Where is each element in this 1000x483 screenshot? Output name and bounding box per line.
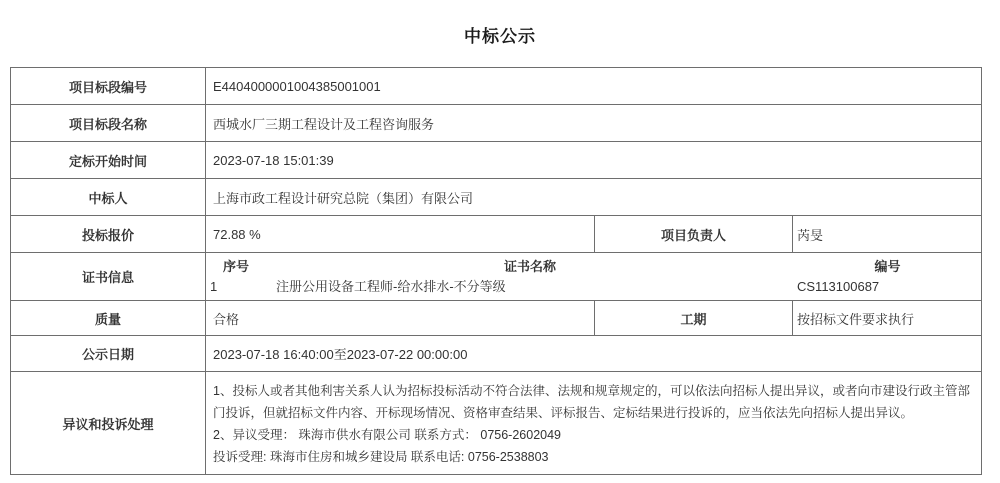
project-name-label: 项目标段名称	[11, 105, 206, 141]
project-manager-label: 项目负责人	[595, 216, 793, 252]
certificate-list	[206, 253, 981, 300]
project-name-value: 西城水厂三期工程设计及工程咨询服务	[213, 116, 435, 132]
duration-value: 按招标文件要求执行	[797, 311, 915, 327]
certificate-header-code: 编号	[874, 258, 901, 274]
bid-price-value: 72.88 %	[206, 216, 595, 252]
dispute-paragraph-2: 2、异议受理： 珠海市供水有限公司 联系方式： 0756-2602049	[213, 428, 562, 442]
certificate-entry-code: CS113100687	[797, 278, 880, 294]
dispute-handling-content	[206, 372, 981, 474]
decision-start-time-label: 定标开始时间	[11, 142, 206, 178]
certificate-header-row	[206, 257, 981, 277]
certificate-info-label: 证书信息	[11, 253, 206, 300]
project-manager-value: 芮旻	[797, 227, 824, 243]
project-code-label: 项目标段编号	[11, 68, 206, 104]
publicity-date-label: 公示日期	[11, 336, 206, 371]
table-row-winning-bidder	[11, 179, 981, 216]
project-code-value: E4404000001004385001001	[213, 78, 381, 94]
table-row-project-code	[11, 68, 981, 105]
duration-label: 工期	[595, 301, 793, 335]
dispute-handling-label: 异议和投诉处理	[11, 372, 206, 474]
bid-announcement-table	[10, 67, 982, 475]
winning-bidder-label: 中标人	[11, 179, 206, 215]
quality-value: 合格	[206, 301, 595, 335]
certificate-header-name: 证书名称	[503, 258, 556, 274]
winning-bidder-value: 上海市政工程设计研究总院（集团）有限公司	[213, 190, 474, 206]
table-row-quality	[11, 301, 981, 336]
page-title: 中标公示	[464, 27, 536, 46]
table-row-publicity-date	[11, 336, 981, 372]
certificate-entry-name: 注册公用设备工程师-给水排水-不分等级	[276, 278, 506, 294]
table-row-dispute-handling	[11, 372, 981, 474]
decision-start-time-value: 2023-07-18 15:01:39	[213, 152, 334, 168]
quality-label: 质量	[11, 301, 206, 335]
certificate-entry-row	[206, 277, 981, 297]
publicity-date-value: 2023-07-18 16:40:00至2023-07-22 00:00:00	[213, 347, 468, 362]
dispute-paragraph-1: 1、投标人或者其他利害关系人认为招标投标活动不符合法律、法规和规章规定的，可以依法向招标人提出异议，或者向市建设行政主管部门投诉，但就招标文件内容、开标现场情况、资格审查结果、评标报告、定标结果进行投诉的，应当依法先向招标人提出异议。	[213, 384, 970, 420]
table-row-decision-start-time	[11, 142, 981, 179]
table-row-bid-price	[11, 216, 981, 253]
table-row-certificate-info	[11, 253, 981, 301]
certificate-header-no: 序号	[222, 258, 249, 274]
certificate-entry-no: 1	[210, 278, 218, 294]
dispute-paragraph-3: 投诉受理: 珠海市住房和城乡建设局 联系电话: 0756-2538803	[213, 450, 549, 464]
table-row-project-name	[11, 105, 981, 142]
bid-price-label: 投标报价	[11, 216, 206, 252]
